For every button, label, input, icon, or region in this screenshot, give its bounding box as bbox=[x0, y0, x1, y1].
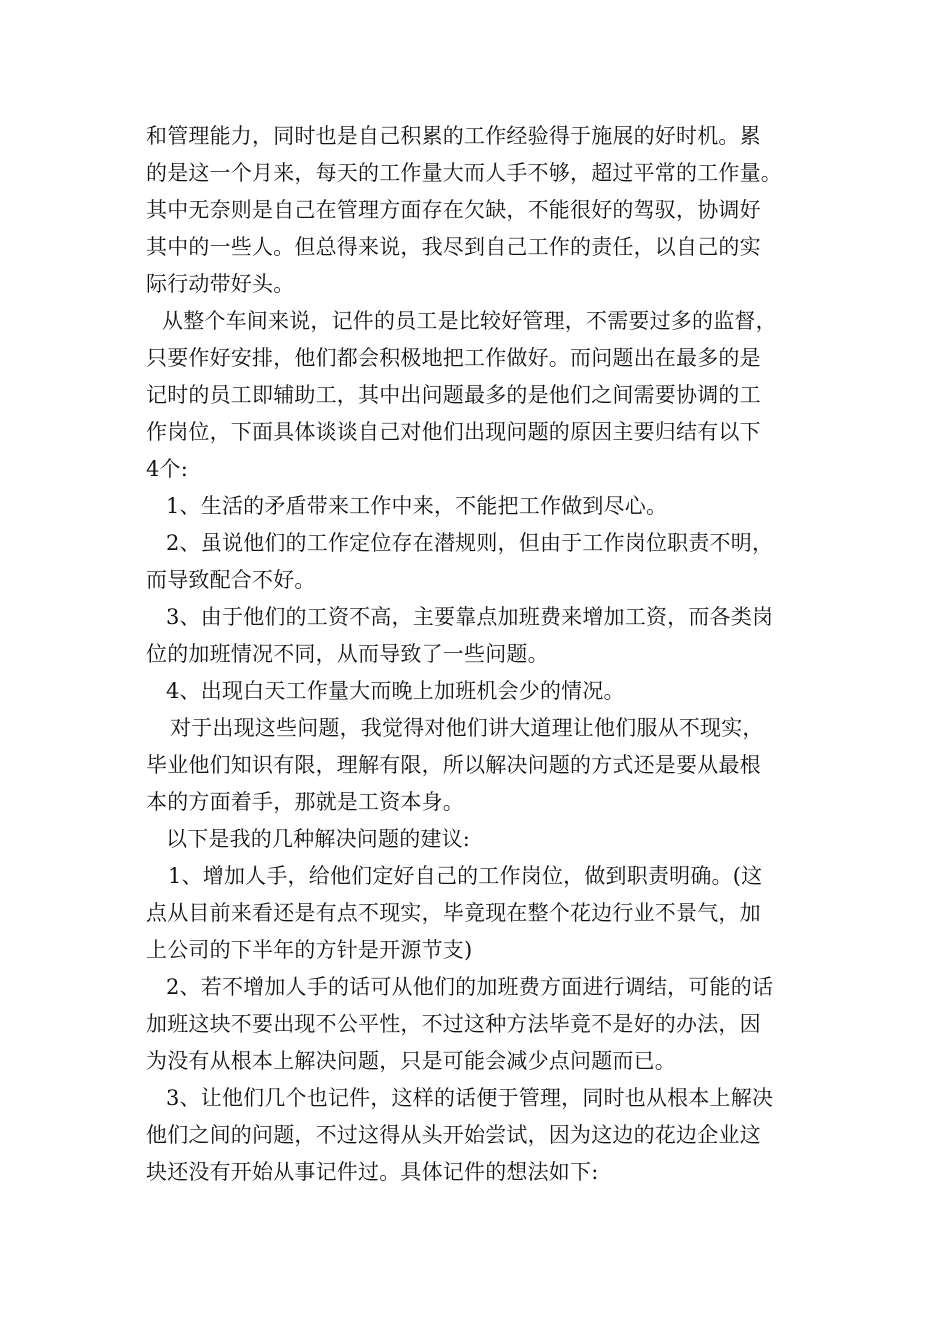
text-line: 只要作好安排，他们都会积极地把工作做好。而问题出在最多的是 bbox=[146, 346, 761, 370]
list-item-line: 3、让他们几个也记件，这样的话便于管理，同时也从根本上解决 bbox=[166, 1086, 774, 1110]
text-line: 本的方面着手，那就是工资本身。 bbox=[146, 790, 464, 814]
text-line: 际行动带好头。 bbox=[146, 272, 295, 296]
paragraph-start-line: 对于出现这些问题，我觉得对他们讲大道理让他们服从不现实， bbox=[170, 716, 764, 740]
list-item-line: 2、若不增加人手的话可从他们的加班费方面进行调结，可能的话 bbox=[166, 975, 774, 999]
text-line: 作岗位，下面具体谈谈自己对他们出现问题的原因主要归结有以下 bbox=[146, 420, 761, 444]
text-line: 4个: bbox=[146, 457, 189, 481]
paragraph-start-line: 以下是我的几种解决问题的建议: bbox=[166, 827, 471, 851]
text-line: 和管理能力，同时也是自己积累的工作经验得于施展的好时机。累 bbox=[146, 124, 761, 148]
list-item-line: 3、由于他们的工资不高，主要靠点加班费来增加工资，而各类岗 bbox=[166, 605, 774, 629]
list-item-line: 2、虽说他们的工作定位存在潜规则，但由于工作岗位职责不明， bbox=[166, 531, 774, 555]
document-body bbox=[146, 118, 826, 1191]
list-item-line: 1、增加人手，给他们定好自己的工作岗位，做到职责明确。(这 bbox=[168, 864, 763, 888]
list-item-line: 4、出现白天工作量大而晚上加班机会少的情况。 bbox=[166, 679, 625, 703]
text-line: 而导致配合不好。 bbox=[146, 568, 316, 592]
list-item-line: 1、生活的矛盾带来工作中来，不能把工作做到尽心。 bbox=[166, 494, 668, 518]
text-line: 加班这块不要出现不公平性，不过这种方法毕竟不是好的办法，因 bbox=[146, 1012, 761, 1036]
text-line: 其中无奈则是自己在管理方面存在欠缺，不能很好的驾驭，协调好 bbox=[146, 198, 761, 222]
text-line: 块还没有开始从事记件过。具体记件的想法如下: bbox=[146, 1160, 599, 1184]
text-line: 位的加班情况不同，从而导致了一些问题。 bbox=[146, 642, 549, 666]
text-line: 他们之间的问题，不过这得从头开始尝试，因为这边的花边企业这 bbox=[146, 1123, 761, 1147]
paragraph-start-line: 从整个车间来说，记件的员工是比较好管理，不需要过多的监督， bbox=[162, 309, 777, 333]
text-line: 为没有从根本上解决问题，只是可能会减少点问题而已。 bbox=[146, 1049, 676, 1073]
text-line: 点从目前来看还是有点不现实，毕竟现在整个花边行业不景气，加 bbox=[146, 901, 761, 925]
text-line: 的是这一个月来，每天的工作量大而人手不够，超过平常的工作量。 bbox=[146, 161, 782, 185]
text-line: 上公司的下半年的方针是开源节支) bbox=[146, 938, 473, 962]
text-line: 其中的一些人。但总得来说，我尽到自己工作的责任，以自己的实 bbox=[146, 235, 761, 259]
text-line: 毕业他们知识有限，理解有限，所以解决问题的方式还是要从最根 bbox=[146, 753, 761, 777]
text-line: 记时的员工即辅助工，其中出问题最多的是他们之间需要协调的工 bbox=[146, 383, 761, 407]
